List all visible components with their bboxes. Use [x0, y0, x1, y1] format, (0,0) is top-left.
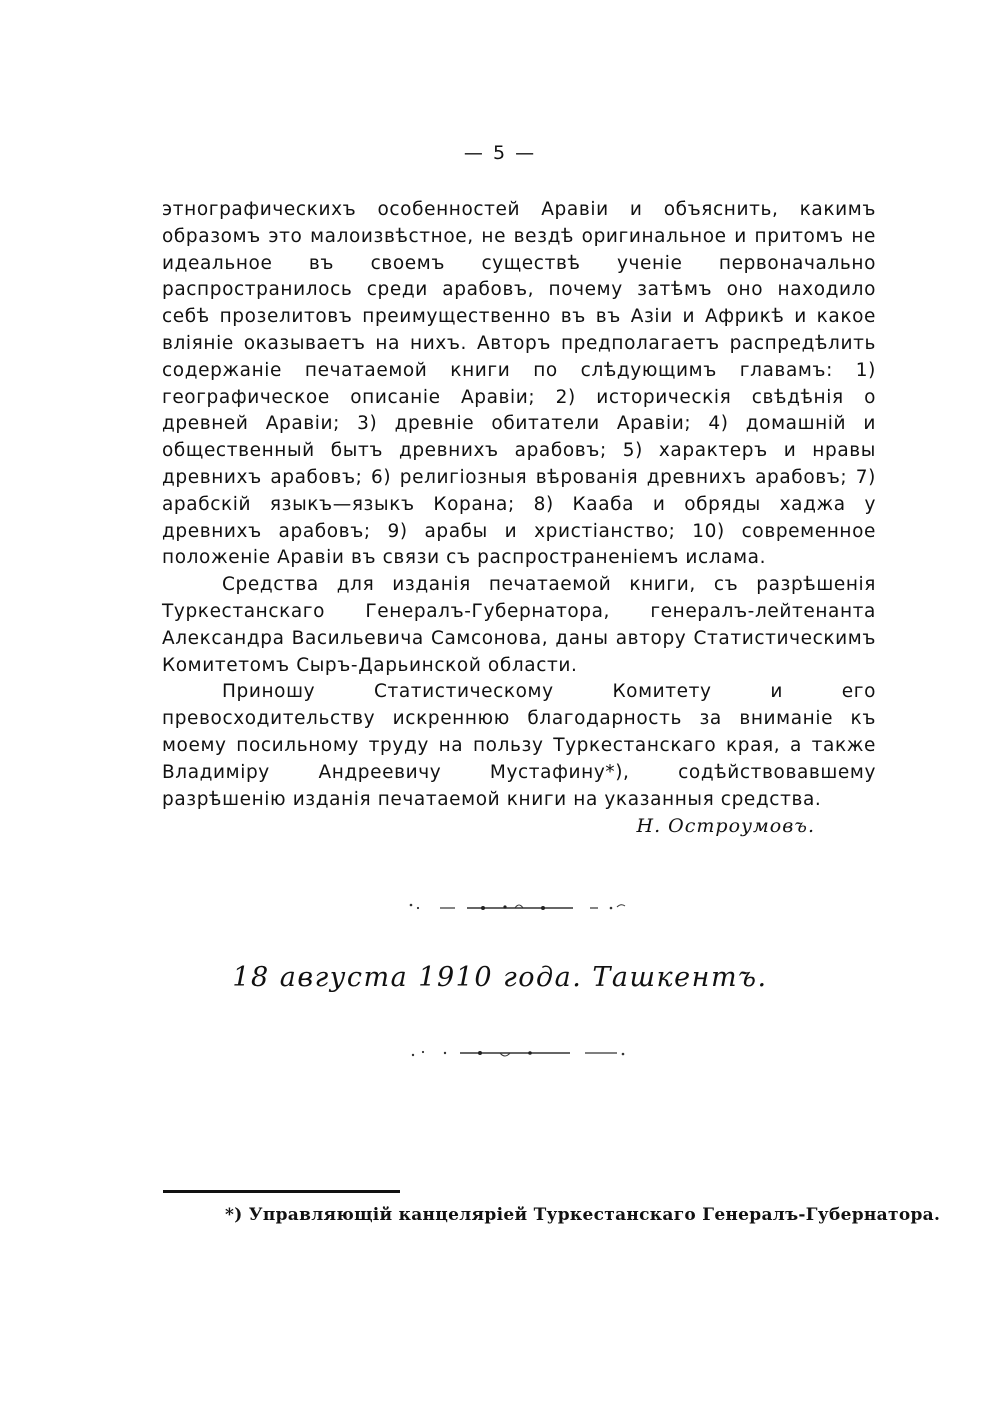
footnote: *) Управляющій канцеляріей Туркестанскаго Генералъ-Губернатора. — [225, 1205, 941, 1225]
ornament-divider-bottom — [405, 1046, 630, 1060]
paragraph-1: этнографическихъ особенностей Аравіи и объяснить, какимъ образомъ это малоизвѣстное, не вездѣ оригинальное и притомъ не идеальное въ своемъ существѣ ученіе первоначально распространилось среди арабовъ, почему затѣмъ оно находило себѣ прозелитовъ преимущественно въ въ Азіи и Африкѣ и какое вліяніе оказываетъ на нихъ. Авторъ предполагаетъ распредѣлить содержаніе печатаемой книги по слѣдующимъ главамъ: 1) географическое описаніе Аравіи; 2) историческія свѣдѣнія о древней Аравіи; 3) древніе обитатели Аравіи; 4) домашній и общественный бытъ древнихъ арабовъ; 5) характеръ и нравы древнихъ арабовъ; 6) религіозныя вѣрованія древнихъ арабовъ; 7) арабскій языкъ—языкъ Корана; 8) Кааба и обряды хаджа у древнихъ арабовъ; 9) арабы и христіанство; 10) современное положеніе Аравіи въ связи съ распространеніемъ ислама. — [162, 199, 876, 569]
paragraph-2: Средства для изданія печатаемой книги, съ разрѣшенія Туркестанскаго Генералъ-Губернатора, генералъ-лейтенанта Александра Васильевича Самсонова, даны автору Статистическимъ Комитетомъ Сыръ-Дарьинской области. — [162, 574, 876, 676]
paragraph-3: Приношу Статистическому Комитету и его превосходительству искреннюю благодарность за вниманіе къ моему посильному труду на пользу Туркестанскаго края, а также Владиміру Андреевичу Мустафину*), содѣйствовавшему разрѣшенію изданія печатаемой книги на указанныя средства. — [162, 681, 876, 810]
page-number: — 5 — — [463, 142, 537, 164]
ornament-divider-top — [405, 900, 630, 914]
author-signature: Н. Остроумовъ. — [636, 815, 815, 837]
footnote-rule — [163, 1190, 400, 1193]
body-text — [162, 197, 876, 813]
date-place-line: 18 августа 1910 года. Ташкентъ. — [232, 962, 768, 993]
